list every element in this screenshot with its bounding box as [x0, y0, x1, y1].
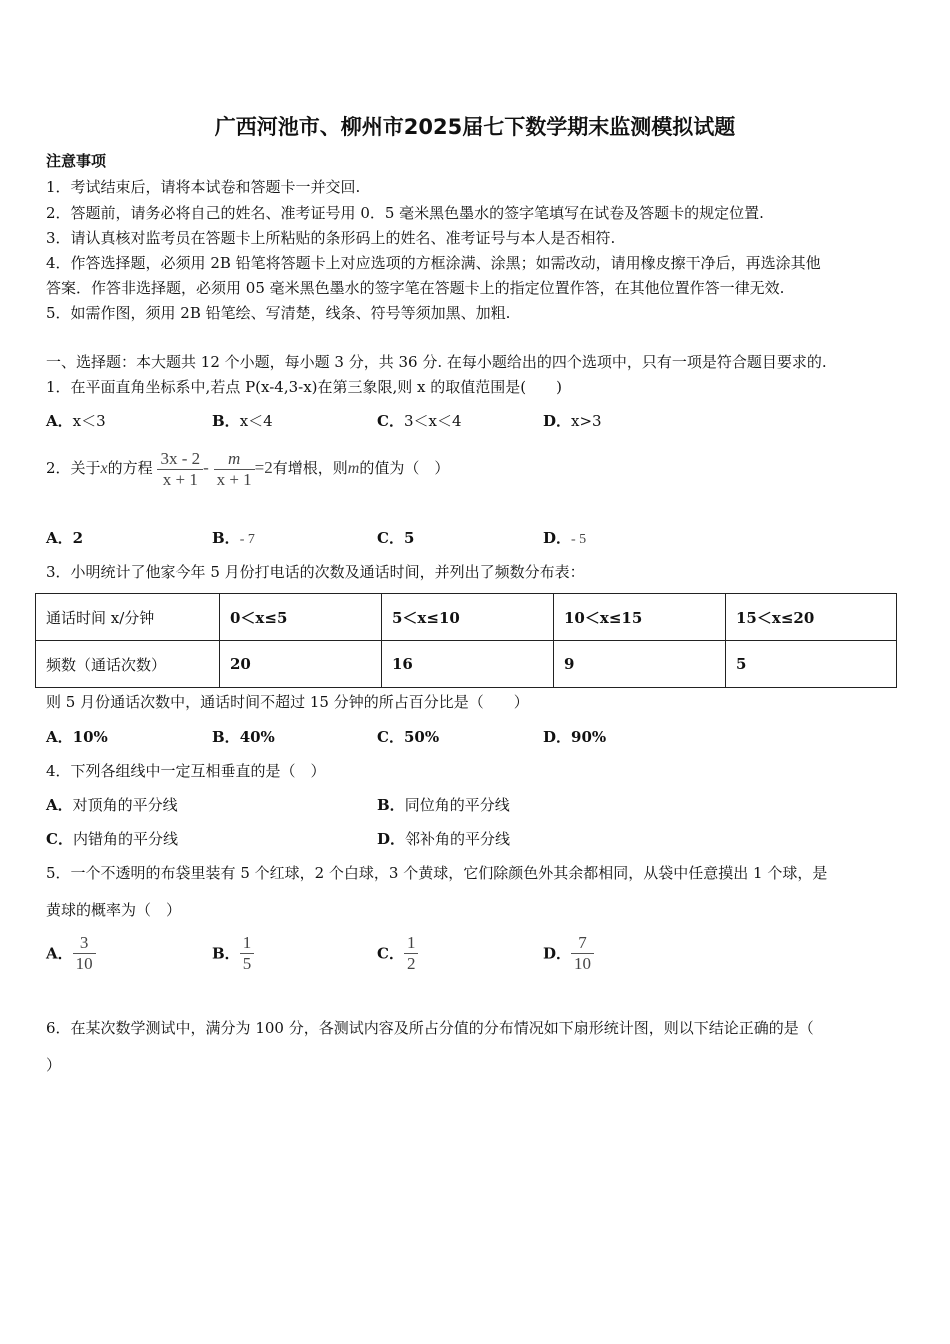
notice-item: 答案．作答非选择题，必须用 05 毫米黑色墨水的签字笔在答题卡上的指定位置作答，在其他位置作答一律无效. — [46, 279, 785, 297]
table-row — [36, 641, 897, 688]
question-3-question: 则 5 月份通话次数中，通话时间不超过 15 分钟的所占百分比是（ ） — [46, 693, 529, 711]
q5-option-d: D． $\frac{7}{10}$ — [543, 933, 594, 974]
q4-option-c: C．内错角的平分线 — [46, 830, 178, 848]
q2-option-c: C．5 — [377, 529, 415, 547]
q4-option-d: D．邻补角的平分线 — [377, 830, 511, 848]
table-cell: 9 — [554, 641, 726, 688]
table-cell: 5＜x≤10 — [382, 594, 554, 641]
question-6-stem-line1: 6．在某次数学测试中，满分为 100 分，各测试内容及所占分值的分布情况如下扇形统计图，则以下结论正确的是（ — [46, 1019, 814, 1037]
table-cell: 10＜x≤15 — [554, 594, 726, 641]
question-2-stem: 2．关于x的方程 $\frac{3x - 2}{x + 1}$ - $\frac{m}{x + 1}$ =2有增根，则m的值为（ ） — [46, 448, 450, 489]
q4-option-a: A．对顶角的平分线 — [46, 796, 178, 814]
q3-option-c: C．50% — [377, 728, 440, 746]
q3-option-a: A．10% — [46, 728, 108, 746]
table-row — [36, 594, 897, 641]
table-cell: 通话时间 x/分钟 — [36, 594, 220, 641]
fraction-1: $\frac{3x - 2}{x + 1}$ — [157, 449, 203, 490]
notice-item: 3．请认真核对监考员在答题卡上所粘贴的条形码上的姓名、准考证号与本人是否相符. — [46, 229, 616, 247]
notice-heading: 注意事项 — [46, 152, 107, 170]
q1-option-c: C．3＜x＜4 — [377, 412, 462, 430]
notice-item: 4．作答选择题，必须用 2B 铅笔将答题卡上对应选项的方框涂满、涂黑；如需改动，请用橡皮擦干净后，再选涂其他 — [46, 254, 821, 272]
question-3-stem: 3．小明统计了他家今年 5 月份打电话的次数及通话时间，并列出了频数分布表： — [46, 563, 585, 581]
notice-item: 1．考试结束后，请将本试卷和答题卡一并交回. — [46, 178, 361, 196]
table-cell: 0＜x≤5 — [220, 594, 382, 641]
q3-option-d: D．90% — [543, 728, 607, 746]
table-cell: 5 — [726, 641, 897, 688]
table-cell: 频数（通话次数） — [36, 641, 220, 688]
question-5-stem-line1: 5．一个不透明的布袋里装有 5 个红球，2 个白球，3 个黄球，它们除颜色外其余都相同，从袋中任意摸出 1 个球，是 — [46, 864, 828, 882]
frequency-table — [35, 593, 897, 688]
section-heading: 一、选择题：本大题共 12 个小题，每小题 3 分，共 36 分. 在每小题给出的四个选项中，只有一项是符合题目要求的. — [46, 353, 827, 371]
question-6-stem-line2: ） — [46, 1056, 62, 1074]
q1-option-d: D．x>3 — [543, 412, 602, 430]
fraction-2: $\frac{m}{x + 1}$ — [214, 449, 255, 490]
question-1-stem: 1．在平面直角坐标系中,若点 P(x-4,3-x)在第三象限,则 x 的取值范围是( ) — [46, 378, 562, 396]
q4-option-b: B．同位角的平分线 — [377, 796, 510, 814]
q2-option-d: D．- 5 — [543, 529, 587, 547]
question-5-stem-line2: 黄球的概率为（ ） — [46, 901, 182, 919]
q5-option-b: B． $\frac{1}{5}$ — [212, 933, 254, 974]
q5-option-a: A． $\frac{3}{10}$ — [46, 933, 96, 974]
page-title: 广西河池市、柳州市2025届七下数学期末监测模拟试题 — [214, 115, 736, 139]
table-cell: 15＜x≤20 — [726, 594, 897, 641]
notice-item: 2．答题前，请务必将自己的姓名、准考证号用 0．5 毫米黑色墨水的签字笔填写在试卷及答题卡的规定位置. — [46, 204, 764, 222]
table-cell: 16 — [382, 641, 554, 688]
q1-option-b: B．x＜4 — [212, 412, 273, 430]
q2-option-b: B．- 7 — [212, 529, 255, 547]
q2-option-a: A．2 — [46, 529, 84, 547]
table-cell: 20 — [220, 641, 382, 688]
question-4-stem: 4．下列各组线中一定互相垂直的是（ ） — [46, 762, 326, 780]
q1-option-a: A．x＜3 — [46, 412, 106, 430]
notice-item: 5．如需作图，须用 2B 铅笔绘、写清楚，线条、符号等须加黑、加粗. — [46, 304, 511, 322]
q3-option-b: B．40% — [212, 728, 275, 746]
q5-option-c: C． $\frac{1}{2}$ — [377, 933, 418, 974]
